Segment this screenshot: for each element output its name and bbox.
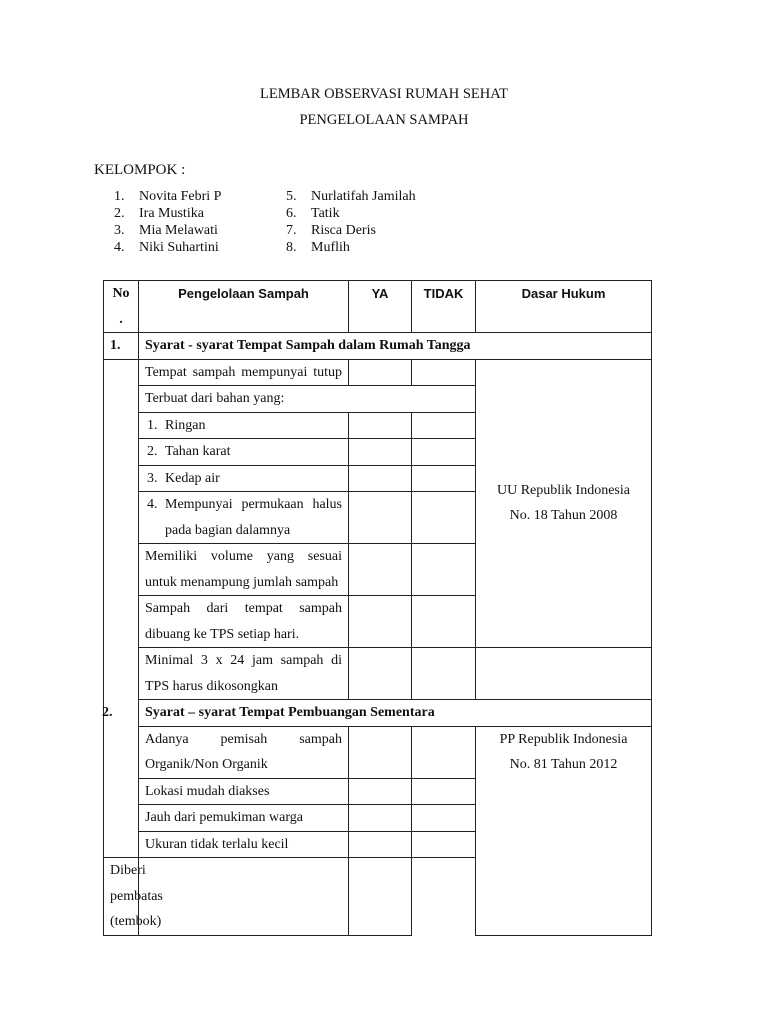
criteria-subitem <box>139 439 349 466</box>
member-name: Niki Suhartini <box>139 240 219 255</box>
criteria-text: Ukuran tidak terlalu kecil <box>139 831 349 858</box>
tidak-check-cell[interactable] <box>412 778 476 805</box>
member-number: 4. <box>114 240 125 255</box>
criteria-text: Terbuat dari bahan yang: <box>139 386 476 413</box>
header-pengelolaan: Pengelolaan Sampah <box>139 281 349 333</box>
ya-check-cell[interactable] <box>349 726 412 778</box>
dasar-hukum-line1: PP Republik Indonesia <box>499 731 628 747</box>
ya-check-cell[interactable] <box>349 412 412 439</box>
ya-check-cell[interactable] <box>349 492 412 544</box>
header-no: No . <box>104 281 139 333</box>
table-header-row <box>104 281 652 333</box>
header-ya: YA <box>349 281 412 333</box>
subitem-text: Tahan karat <box>165 444 231 459</box>
member-name: Ira Mustika <box>139 206 204 221</box>
member-number: 6. <box>286 206 297 221</box>
tidak-check-cell[interactable] <box>412 831 476 858</box>
member-list-right <box>286 188 416 256</box>
tidak-check-cell[interactable] <box>412 359 476 386</box>
subitem-number: 2. <box>147 444 158 459</box>
criteria-text: Adanya pemisah sampah Organik/Non Organik <box>139 726 349 778</box>
member-item <box>114 239 221 256</box>
member-item <box>114 188 221 205</box>
ya-check-cell[interactable] <box>349 831 412 858</box>
member-name: Risca Deris <box>311 223 376 238</box>
subitem-text: Mempunyai permukaan halus pada bagian dalamnya <box>165 497 342 538</box>
criteria-subitem <box>139 492 349 544</box>
tidak-check-cell[interactable] <box>412 412 476 439</box>
member-item <box>286 222 416 239</box>
member-list-left <box>114 188 221 256</box>
tidak-check-cell[interactable] <box>349 858 412 936</box>
section-title: Syarat - syarat Tempat Sampah dalam Rumah Tangga <box>139 333 652 360</box>
section-number: 1. <box>104 333 139 360</box>
member-name: Novita Febri P <box>139 189 222 204</box>
table-row <box>104 359 652 386</box>
member-number: 3. <box>114 223 125 238</box>
tidak-check-cell[interactable] <box>412 726 476 778</box>
section-title-text: Syarat – syarat Tempat Pembuangan Sementara <box>145 705 435 720</box>
table-row <box>104 726 652 778</box>
subitem-number: 4. <box>147 497 158 512</box>
dasar-hukum-cell <box>476 726 652 935</box>
tidak-check-cell[interactable] <box>412 492 476 544</box>
criteria-text: Sampah dari tempat sampah dibuang ke TPS setiap hari. <box>139 596 349 648</box>
member-item <box>114 205 221 222</box>
ya-check-cell[interactable] <box>349 648 412 700</box>
tidak-check-cell[interactable] <box>412 805 476 832</box>
header-dasar-hukum: Dasar Hukum <box>476 281 652 333</box>
subitem-text: Kedap air <box>165 470 220 486</box>
member-number: 7. <box>286 223 297 238</box>
member-name: Mia Melawati <box>139 223 218 238</box>
header-tidak: TIDAK <box>412 281 476 333</box>
member-number: 8. <box>286 240 297 255</box>
section-number: 2. <box>102 705 113 720</box>
criteria-subitem <box>139 412 349 439</box>
tidak-check-cell[interactable] <box>412 439 476 466</box>
document-title: LEMBAR OBSERVASI RUMAH SEHAT <box>260 86 508 102</box>
member-name: Muflih <box>311 240 350 255</box>
criteria-text: Tempat sampah mempunyai tutup <box>139 359 349 386</box>
tidak-check-cell[interactable] <box>412 648 476 700</box>
criteria-text: Minimal 3 x 24 jam sampah di TPS harus dikosongkan <box>139 648 349 700</box>
ya-check-cell[interactable] <box>349 465 412 492</box>
tidak-check-cell[interactable] <box>412 544 476 596</box>
ya-check-cell[interactable] <box>349 439 412 466</box>
member-item <box>114 222 221 239</box>
ya-check-cell[interactable] <box>349 544 412 596</box>
criteria-subitem <box>139 465 349 492</box>
observation-table <box>103 280 652 936</box>
dasar-hukum-line1: UU Republik Indonesia <box>497 482 630 498</box>
section-title <box>102 700 652 727</box>
dasar-hukum-line2: No. 81 Tahun 2012 <box>509 757 618 772</box>
criteria-text: Jauh dari pemukiman warga <box>139 805 349 832</box>
dasar-hukum-cell <box>476 359 652 648</box>
member-item <box>286 205 416 222</box>
subitem-number: 3. <box>147 470 158 486</box>
ya-check-cell[interactable] <box>139 858 349 936</box>
member-number: 2. <box>114 206 125 221</box>
table-row <box>104 648 652 700</box>
section-row <box>104 700 652 727</box>
member-item <box>286 188 416 205</box>
kelompok-label: KELOMPOK : <box>94 162 186 178</box>
tidak-check-cell[interactable] <box>412 596 476 648</box>
ya-check-cell[interactable] <box>349 359 412 386</box>
member-number: 1. <box>114 189 125 204</box>
member-name: Nurlatifah Jamilah <box>311 189 416 204</box>
member-number: 5. <box>286 189 297 204</box>
criteria-text: Diberi pembatas (tembok) <box>104 858 139 936</box>
member-item <box>286 239 416 256</box>
subitem-number: 1. <box>147 417 158 433</box>
ya-check-cell[interactable] <box>349 805 412 832</box>
criteria-text: Lokasi mudah diakses <box>139 778 349 805</box>
empty-no-cell <box>104 359 139 858</box>
dasar-hukum-cell-continued <box>476 648 652 700</box>
section-row <box>104 333 652 360</box>
tidak-check-cell[interactable] <box>412 465 476 492</box>
ya-check-cell[interactable] <box>349 778 412 805</box>
member-name: Tatik <box>311 206 340 221</box>
subitem-text: Ringan <box>165 417 206 433</box>
dasar-hukum-line2: No. 18 Tahun 2008 <box>509 508 618 524</box>
criteria-text: Memiliki volume yang sesuai untuk menampung jumlah sampah <box>139 544 349 596</box>
document-subtitle: PENGELOLAAN SAMPAH <box>299 112 469 128</box>
ya-check-cell[interactable] <box>349 596 412 648</box>
